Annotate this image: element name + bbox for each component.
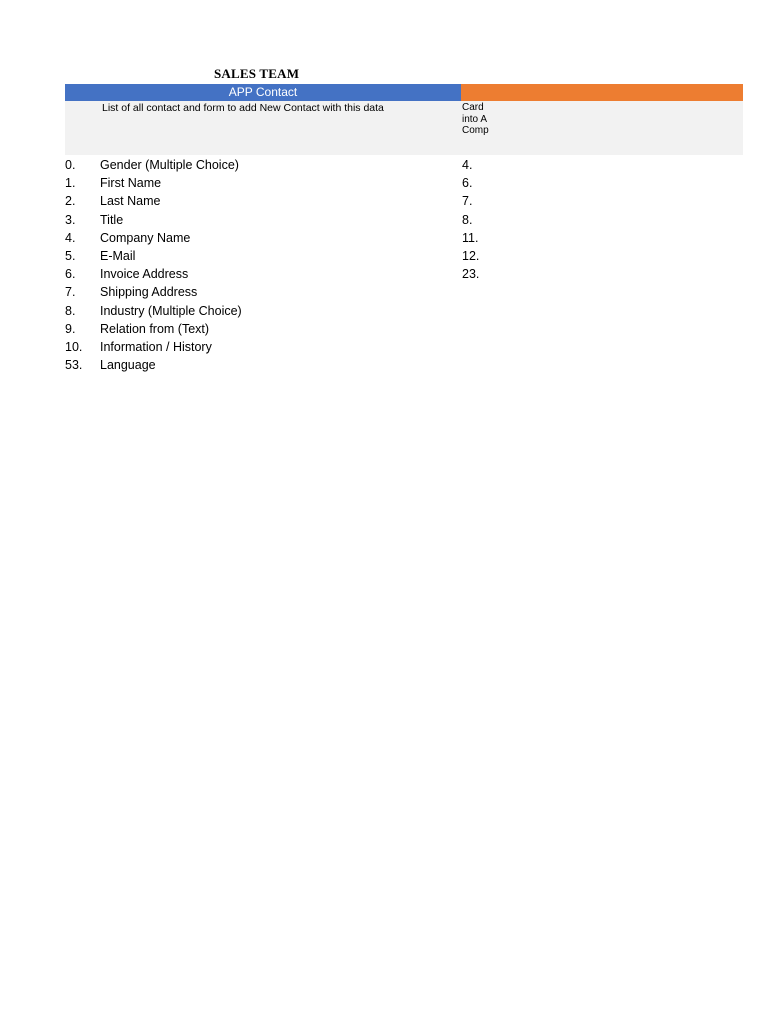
item-number: 1. — [65, 176, 76, 191]
left-description: List of all contact and form to add New Contact with this data — [102, 102, 384, 114]
item-label: Relation from (Text) — [100, 321, 210, 336]
item-number: 3. — [65, 212, 76, 227]
right-number-list — [462, 156, 502, 283]
item-label: Information / History — [100, 339, 212, 354]
right-description-line: Card — [462, 102, 484, 113]
item-number: 9. — [65, 321, 76, 336]
item-number: 10. — [65, 339, 83, 354]
list-item: 6. — [462, 176, 473, 191]
list-item: 7. — [462, 194, 473, 209]
page-title: SALES TEAM — [214, 66, 300, 81]
item-label: Title — [100, 212, 124, 227]
item-label: Last Name — [100, 194, 161, 209]
item-number: 4. — [65, 230, 76, 245]
item-number: 6. — [65, 267, 76, 282]
item-number: 8. — [65, 303, 76, 318]
item-label: Language — [100, 358, 156, 373]
app-contact-header: APP Contact — [65, 84, 461, 101]
item-label: Shipping Address — [100, 285, 198, 300]
orange-header-bar — [461, 84, 743, 101]
item-number: 7. — [65, 285, 76, 300]
right-description-line: into A — [462, 113, 488, 125]
item-number: 5. — [65, 248, 76, 263]
list-item: 4. — [462, 158, 473, 172]
right-description-line: Comp — [462, 125, 489, 136]
item-label: Company Name — [100, 230, 191, 245]
list-item: 8. — [462, 212, 473, 227]
right-description — [462, 102, 491, 137]
item-label: Industry (Multiple Choice) — [100, 303, 242, 318]
item-label: First Name — [100, 176, 162, 191]
list-item: 23. — [462, 267, 480, 282]
item-number: 0. — [65, 158, 76, 172]
item-number: 53. — [65, 358, 83, 373]
item-label: Gender (Multiple Choice) — [100, 158, 239, 172]
item-number: 2. — [65, 194, 76, 209]
item-label: Invoice Address — [100, 267, 189, 282]
list-item: 12. — [462, 248, 480, 263]
list-item: 11. — [462, 230, 479, 245]
item-label: E-Mail — [100, 248, 136, 263]
